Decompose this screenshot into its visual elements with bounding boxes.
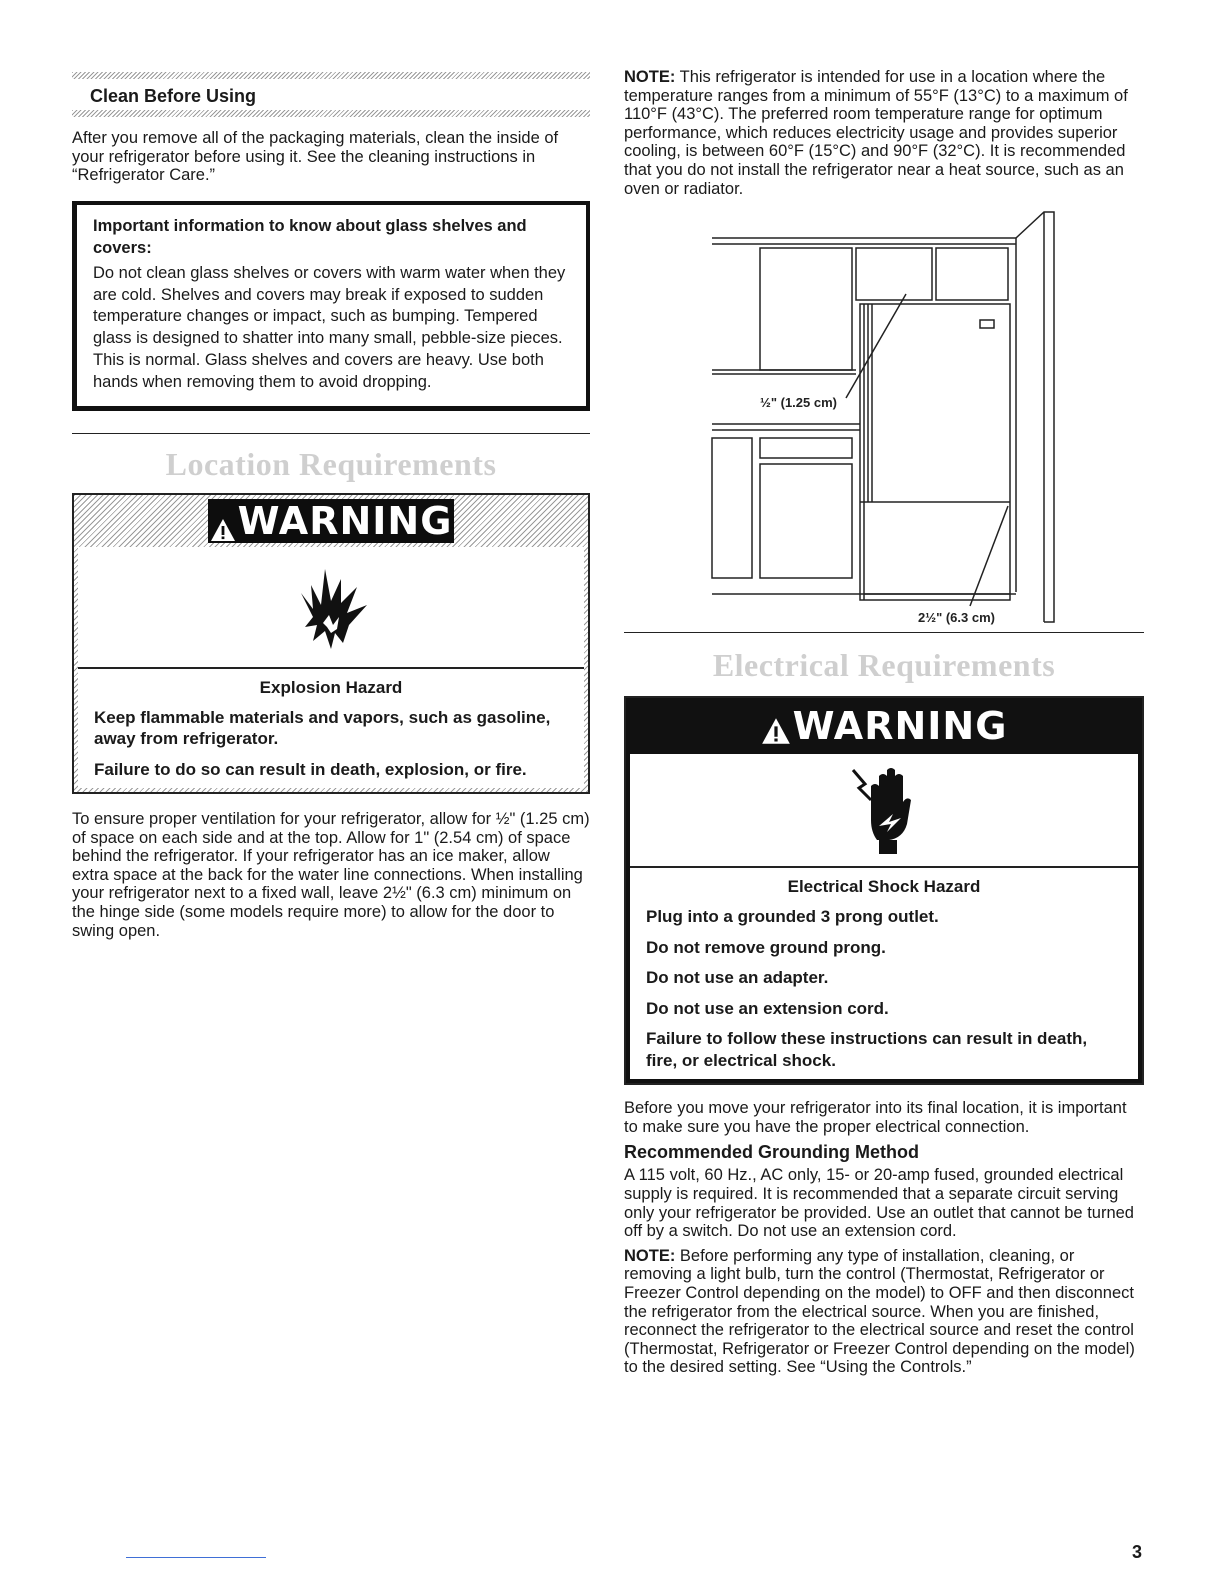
grounding-heading: Recommended Grounding Method	[624, 1142, 919, 1163]
clearance-diagram	[624, 198, 1144, 630]
explosion-warning-line: Failure to do so can result in death, explosion, or fire.	[94, 759, 527, 779]
shock-warning-line: Do not use an extension cord.	[646, 998, 889, 1018]
warning-triangle-icon	[210, 508, 236, 534]
shock-hazard-title: Electrical Shock Hazard	[787, 877, 981, 897]
hatch-rule-bottom	[72, 110, 590, 117]
refrigerator-clearance-diagram	[624, 202, 1144, 634]
warning-triangle-icon	[761, 711, 791, 741]
shock-warning-line: Do not remove ground prong.	[646, 937, 886, 957]
shock-hand-icon	[849, 762, 919, 858]
page-number: 3	[1131, 1542, 1142, 1562]
right-column	[624, 0, 1144, 1377]
note-paragraph	[624, 68, 1144, 198]
note-label: NOTE:	[624, 68, 676, 86]
electrical-requirements-title: Electrical Requirements	[712, 647, 1056, 684]
shock-warning-line: Plug into a grounded 3 prong outlet.	[646, 907, 939, 927]
diagram-label-top: ½" (1.25 cm)	[760, 395, 837, 411]
explosion-icon	[291, 563, 371, 651]
grounding-paragraph: A 115 volt, 60 Hz., AC only, 15- or 20-amp fused, grounded electrical supply is required. It is recommended that a separate circuit serving only your refrigerator be provided. Use an outlet that cannot be turned off by a switch. Do not use an extension cord.	[624, 1166, 1134, 1241]
note2-body: Before performing any type of installation, cleaning, or removing a light bulb, turn the control (Thermostat, Refrigerator or Freezer Control depending on the model) to OFF and then disconnect the refrigerator from the electrical source. When you are finished, reconnect the refrigerator to the electrical source and reset the control (Thermostat, Refrigerator or Freezer Control depending on the model) to the desired setting. See “Using the Controls.”	[624, 1246, 1135, 1377]
note2-label: NOTE:	[624, 1246, 676, 1265]
shock-warning-text	[630, 868, 1138, 1079]
section-rule-location	[72, 433, 590, 434]
shock-icon-area	[630, 754, 1138, 868]
hatch-rule-top	[72, 72, 590, 79]
warning-banner-text: WARNING	[237, 498, 453, 543]
explosion-icon-area	[78, 547, 584, 669]
clean-heading: Clean Before Using	[90, 86, 257, 106]
diagram-label-bottom: 2½" (6.3 cm)	[918, 610, 995, 626]
location-requirements-title: Location Requirements	[165, 445, 497, 482]
glass-info-body: Do not clean glass shelves or covers with warm water when they are cold. Shelves and covers may break if exposed to sudden temperature changes or impact, such as bumping. Tempered glass is designed to shatter into many small, pebble-size pieces. This is normal. Glass shelves and covers are heavy. Use both hands when removing them to avoid dropping.	[93, 263, 566, 391]
ventilation-paragraph: To ensure proper ventilation for your refrigerator, allow for ½" (1.25 cm) of space on each side and at the top. Allow for 1" (2.54 cm) of space behind the refrigerator. If your refrigerator has an ice maker, allow extra space at the back for the water line connections. When installing your refrigerator next to a fixed wall, leave 2½" (6.3 cm) minimum on the hinge side (some models require more) to allow for the door to swing open.	[72, 810, 590, 940]
shock-warning-line: Do not use an adapter.	[646, 968, 829, 988]
note-body: This refrigerator is intended for use in a location where the temperature ranges from a minimum of 55°F (13°C) to a maximum of 110°F (43°C). The preferred room temperature range for optimum performance, which reduces electricity usage and provides superior cooling, is between 60°F (15°C) and 90°F (32°C). It is recommended that you do not install the refrigerator near a heat source, such as an oven or radiator.	[624, 68, 1128, 198]
glass-info-title: Important information to know about glass shelves and covers:	[93, 216, 527, 257]
warning-banner	[630, 698, 1138, 754]
left-column	[72, 0, 590, 940]
shock-warning-line: Failure to follow these instructions can result in death, fire, or electrical shock.	[646, 1029, 1088, 1070]
warning-banner-text: WARNING	[792, 704, 1008, 749]
before-move-paragraph: Before you move your refrigerator into its final location, it is important to make sure you have the proper electrical connection.	[624, 1099, 1127, 1136]
explosion-warning-line: Keep flammable materials and vapors, such as gasoline, away from refrigerator.	[94, 707, 551, 749]
shock-warning-box	[624, 696, 1144, 1085]
explosion-hazard-title: Explosion Hazard	[259, 677, 403, 697]
explosion-warning-text	[78, 669, 584, 789]
warning-banner	[208, 499, 454, 543]
explosion-warning-box	[72, 493, 590, 795]
glass-info-box	[72, 201, 590, 411]
note2-paragraph	[624, 1247, 1144, 1377]
footer-line	[126, 1557, 266, 1558]
clean-body: After you remove all of the packaging materials, clean the inside of your refrigerator before using it. See the cleaning instructions in “Refrigerator Care.”	[72, 129, 559, 185]
